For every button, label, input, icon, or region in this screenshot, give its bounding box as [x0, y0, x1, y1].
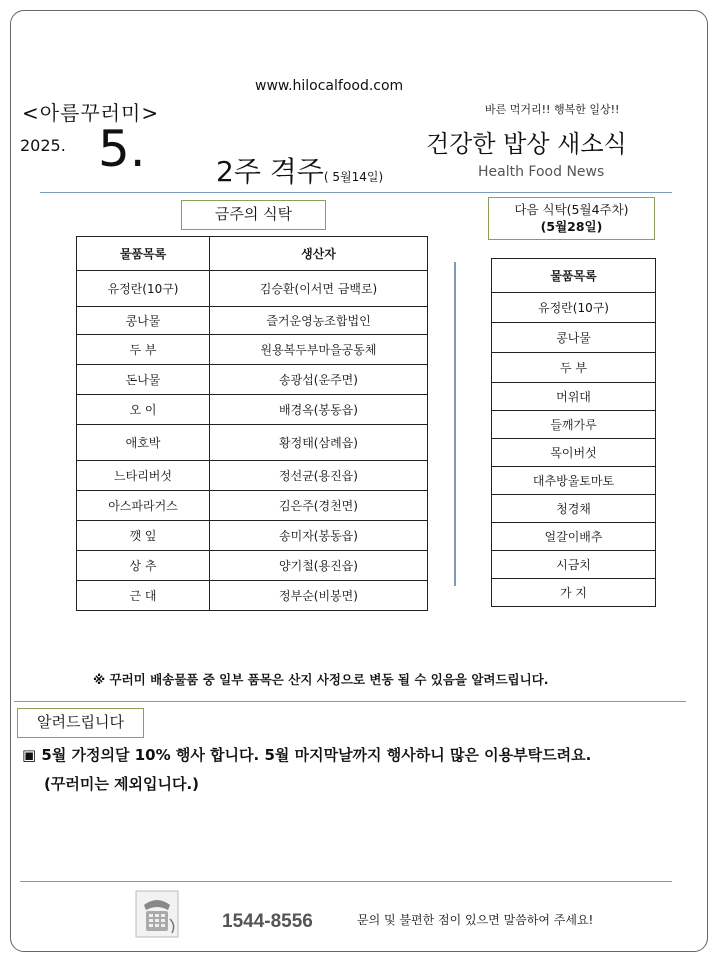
- item-cell: 상 추: [77, 551, 210, 581]
- phone-number[interactable]: 1544-8556: [222, 911, 313, 932]
- this-week-label: 금주의 식탁: [181, 200, 326, 230]
- item-cell: 콩나물: [492, 323, 656, 353]
- section-divider: [14, 701, 686, 702]
- item-cell: 느타리버섯: [77, 461, 210, 491]
- brand-name: <아름꾸러미>: [22, 101, 160, 125]
- next-week-label: 다음 식탁(5월4주차): [514, 202, 629, 217]
- table-row: [77, 271, 428, 307]
- item-cell: 대추방울토마토: [492, 467, 656, 495]
- item-cell: 콩나물: [77, 307, 210, 335]
- producer-cell: 배경옥(봉동읍): [210, 395, 428, 425]
- table-header-row: [77, 237, 428, 271]
- week-heading: [216, 150, 383, 190]
- table-row: [77, 581, 428, 611]
- producer-cell: 송미자(봉동읍): [210, 521, 428, 551]
- item-cell: 애호박: [77, 425, 210, 461]
- this-week-table: [76, 236, 428, 611]
- item-cell: 들깨가루: [492, 411, 656, 439]
- table-row: [492, 467, 656, 495]
- table-row: [492, 411, 656, 439]
- table-row: [77, 335, 428, 365]
- producer-cell: 즐거운영농조합법인: [210, 307, 428, 335]
- table-row: [492, 495, 656, 523]
- table-row: [492, 293, 656, 323]
- next-week-label-box: [488, 197, 655, 240]
- table-row: [77, 551, 428, 581]
- table-row: [77, 461, 428, 491]
- table-row: [77, 395, 428, 425]
- item-cell: 근 대: [77, 581, 210, 611]
- newsletter-subtitle: Health Food News: [478, 164, 605, 180]
- next-week-table: [491, 258, 656, 607]
- table-row: [77, 307, 428, 335]
- table-row: [492, 551, 656, 579]
- producer-cell: 황정태(삼례읍): [210, 425, 428, 461]
- telephone-icon: [134, 889, 180, 939]
- producer-cell: 정부순(비봉면): [210, 581, 428, 611]
- website-url[interactable]: www.hilocalfood.com: [255, 78, 404, 94]
- item-cell: 시금치: [492, 551, 656, 579]
- change-notice: ※ 꾸러미 배송물품 중 일부 품목은 산지 사정으로 변동 될 수 있음을 알려드립니다.: [93, 672, 549, 687]
- item-cell: 유정란(10구): [492, 293, 656, 323]
- column-header-items: 물품목록: [77, 237, 210, 271]
- table-header-row: [492, 259, 656, 293]
- table-row: [492, 353, 656, 383]
- column-header-items: 물품목록: [492, 259, 656, 293]
- notice-label: 알려드립니다: [17, 708, 144, 738]
- column-divider: [454, 262, 456, 586]
- table-row: [77, 365, 428, 395]
- table-row: [492, 323, 656, 353]
- notice-message: ▣ 5월 가정의달 10% 행사 합니다. 5월 마지막날까지 행사하니 많은 이용부탁드려요.: [22, 746, 592, 764]
- slogan: 바른 먹거리!! 행복한 일상!!: [485, 103, 620, 116]
- item-cell: 깻 잎: [77, 521, 210, 551]
- item-cell: 돈나물: [77, 365, 210, 395]
- next-week-date: (5월28일): [540, 219, 603, 234]
- producer-cell: 원용복두부마을공동체: [210, 335, 428, 365]
- table-row: [77, 521, 428, 551]
- item-cell: 아스파라거스: [77, 491, 210, 521]
- table-row: [492, 439, 656, 467]
- week-date: ( 5월14일): [323, 170, 384, 184]
- header-divider: [40, 192, 672, 193]
- item-cell: 두 부: [492, 353, 656, 383]
- table-row: [492, 383, 656, 411]
- inquiry-text: 문의 및 불편한 점이 있으면 말씀하여 주세요!: [357, 913, 594, 927]
- item-cell: 가 지: [492, 579, 656, 607]
- table-row: [77, 425, 428, 461]
- column-header-producer: 생산자: [210, 237, 428, 271]
- item-cell: 목이버섯: [492, 439, 656, 467]
- table-row: [492, 523, 656, 551]
- newsletter-title: 건강한 밥상 새소식: [426, 130, 627, 158]
- footer-divider: [20, 881, 672, 882]
- item-cell: 머위대: [492, 383, 656, 411]
- table-row: [77, 491, 428, 521]
- item-cell: 두 부: [77, 335, 210, 365]
- issue-month: 5.: [98, 120, 146, 178]
- producer-cell: 정선균(용진읍): [210, 461, 428, 491]
- producer-cell: 김승환(이서면 금백로): [210, 271, 428, 307]
- item-cell: 청경채: [492, 495, 656, 523]
- producer-cell: 김은주(경천면): [210, 491, 428, 521]
- item-cell: 유정란(10구): [77, 271, 210, 307]
- notice-exception: (꾸러미는 제외입니다.): [44, 775, 200, 793]
- item-cell: 오 이: [77, 395, 210, 425]
- table-row: [492, 579, 656, 607]
- week-label: 2주 격주: [216, 155, 324, 188]
- producer-cell: 양기철(용진읍): [210, 551, 428, 581]
- issue-year: 2025.: [20, 136, 66, 155]
- producer-cell: 송광섭(운주면): [210, 365, 428, 395]
- item-cell: 얼갈이배추: [492, 523, 656, 551]
